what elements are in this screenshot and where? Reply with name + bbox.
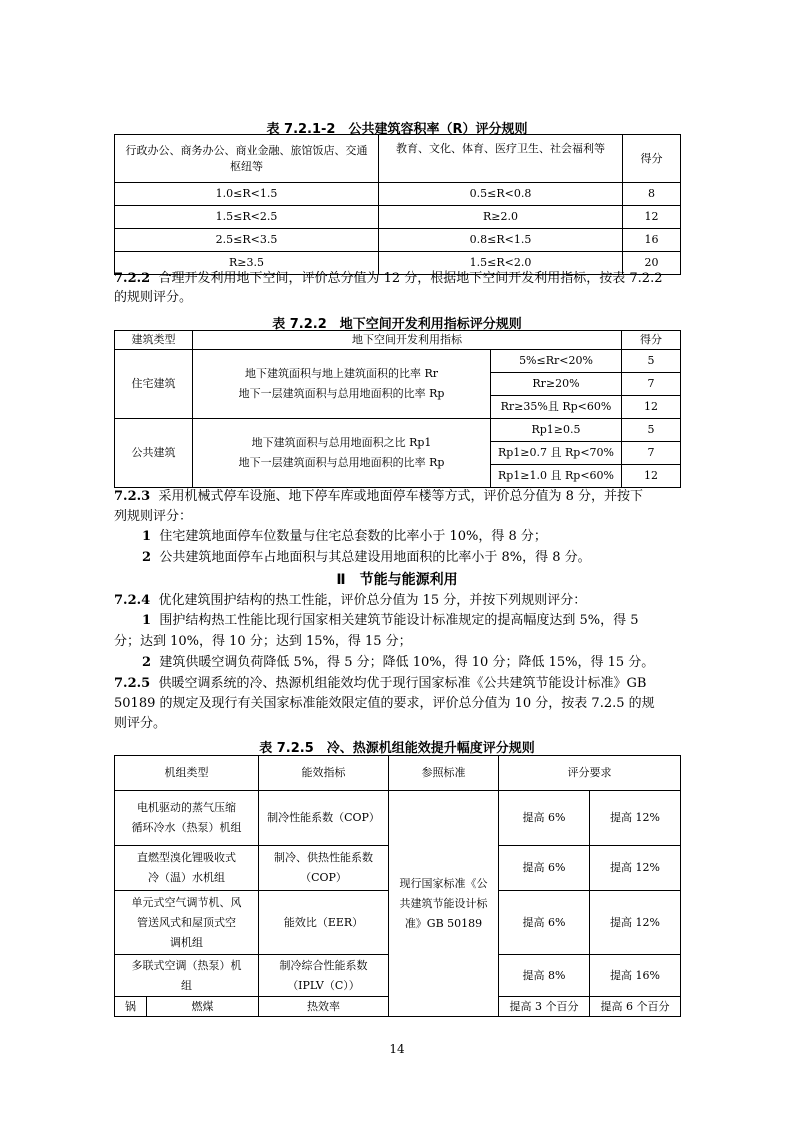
table3-requirement: 提高 12% [590,891,681,955]
table3-unit-type [115,846,259,891]
table2-header-col1: 建筑类型 [115,331,193,350]
table1-cell: 0.5≤R<0.8 [379,183,623,206]
table1-cell: 1.5≤R<2.0 [379,252,623,275]
table2-score: 12 [622,396,681,419]
table1 [114,134,681,275]
cell-line: 电机驱动的蒸气压缩 [137,801,236,814]
table3-caption: 表 7.2.5 冷、热源机组能效提升幅度评分规则 [259,741,535,756]
cell-line: 调机组 [170,935,203,949]
table3-requirement: 提高 8% [499,955,590,997]
table3-fuel-type: 燃煤 [147,997,259,1017]
list-item-text: 公共建筑地面停车占地面积与其总建设用地面积的比率小于 8%，得 8 分。 [159,550,591,565]
table3 [114,755,681,1017]
table3-header-row [115,756,681,791]
table3-efficiency-index: 热效率 [259,997,389,1017]
cell-line: （IPLV（C）） [287,978,360,992]
table3-header-col1: 机组类型 [115,756,259,791]
table3-requirement: 提高 16% [590,955,681,997]
clause-7-2-5-line2: 50189 的规定及现行有关国家标准能效限定值的要求，评价总分值为 10 分，按表 7.2.5 的规 [114,696,655,711]
table1-header-col1: 行政办公、商务办公、商业金融、旅馆饭店、交通枢纽等 [115,135,379,183]
list-item [142,653,654,672]
table3-requirement: 提高 6% [499,846,590,891]
table2-indicator [193,350,491,419]
table1-cell: 16 [623,229,681,252]
list-item-text: 建筑供暖空调负荷降低 5%，得 5 分；降低 10%，得 10 分；降低 15%，得 15 分。 [159,655,655,670]
cell-line: 多联式空调（热泵）机 [131,958,242,972]
table3-efficiency-index [259,955,389,997]
cell-line: 能效比（EER） [283,915,364,929]
clause-number: 7.2.4 [114,593,151,608]
table1-cell: 8 [623,183,681,206]
table1-cell: 12 [623,206,681,229]
table1-cell: 1.0≤R<1.5 [115,183,379,206]
table2-score: 7 [622,442,681,465]
clause-7-2-4-line1 [114,591,586,610]
table3-header-col4: 评分要求 [499,756,681,791]
list-item-number: 2 [142,550,152,565]
cell-line: 制冷、供热性能系数 [274,851,373,864]
table3-efficiency-index [259,846,389,891]
table3-requirement: 提高 3 个百分 [499,997,590,1017]
cell-line: 直燃型溴化锂吸收式 [137,851,236,864]
table2-indicator-line: 地下一层建筑面积与总用地面积的比率 Rp [238,387,445,400]
table2-indicator-line: 地下建筑面积与总用地面积之比 Rp1 [251,436,432,449]
table3-requirement: 提高 12% [590,791,681,846]
table-row [115,419,681,442]
table1-header-col3: 得分 [623,135,681,183]
cell-line: 循环冷水（热泵）机组 [131,821,242,834]
table2-score: 5 [622,419,681,442]
cell-line: 冷（温）水机组 [148,871,225,884]
table1-header-col2: 教育、文化、体育、医疗卫生、社会福利等 [379,135,623,183]
table2-building-type: 公共建筑 [115,419,193,488]
table1-caption: 表 7.2.1-2 公共建筑容积率（R）评分规则 [266,122,528,137]
table1-cell: 1.5≤R<2.5 [115,206,379,229]
table2-criterion: Rr≥20% [491,373,622,396]
table2-indicator-line: 地下建筑面积与地上建筑面积的比率 Rr [244,367,439,380]
table3-boiler-label: 锅 [115,997,147,1017]
clause-7-2-3-line2: 列规则评分： [114,509,193,524]
table1-cell: R≥3.5 [115,252,379,275]
table3-unit-type [115,791,259,846]
cell-line: 现行国家标准《公 [399,876,488,890]
table2-criterion: 5%≤Rr<20% [491,350,622,373]
clause-number: 7.2.2 [114,271,151,286]
table2-score: 12 [622,465,681,488]
clause-7-2-3-line1 [114,487,643,506]
cell-line: （COP） [300,871,347,884]
table1-cell: 0.8≤R<1.5 [379,229,623,252]
clause-number: 7.2.5 [114,676,151,691]
table1-cell: R≥2.0 [379,206,623,229]
table-row [115,183,681,206]
table2-score: 7 [622,373,681,396]
list-item-number: 1 [142,529,152,544]
table2-criterion: Rr≥35%且 Rp<60% [491,396,622,419]
table1-cell: 2.5≤R<3.5 [115,229,379,252]
table3-efficiency-index [259,791,389,846]
page-number: 14 [389,1042,405,1056]
list-item [142,548,591,567]
cell-line: 制冷性能系数（COP） [267,811,380,824]
clause-text: 合理开发利用地下空间，评价总分值为 12 分，根据地下空间开发利用指标，按表 7.2.2 [158,271,663,286]
table2-criterion: Rp1≥0.5 [491,419,622,442]
table3-unit-type [115,891,259,955]
table3-header-col2: 能效指标 [259,756,389,791]
table-row [115,206,681,229]
list-item-text: 住宅建筑地面停车位数量与住宅总套数的比率小于 10%，得 8 分； [159,529,547,544]
cell-line: 准》GB 50189 [404,916,483,930]
clause-7-2-2-line1 [114,269,663,288]
clause-number: 7.2.3 [114,489,151,504]
table-row [115,229,681,252]
clause-7-2-5-line3: 则评分。 [114,716,167,731]
table3-unit-type [115,955,259,997]
table3-requirement: 提高 6% [499,791,590,846]
table3-requirement: 提高 6 个百分 [590,997,681,1017]
table3-requirement: 提高 12% [590,846,681,891]
cell-line: 管送风式和屋顶式空 [137,915,236,929]
clause-text: 供暖空调系统的冷、热源机组能效均优于现行国家标准《公共建筑节能设计标准》GB [158,676,647,691]
cell-line: 制冷综合性能系数 [279,958,368,972]
clause-text: 优化建筑围护结构的热工性能，评价总分值为 15 分，并按下列规则评分： [158,593,587,608]
table-row [115,350,681,373]
table1-header-row [115,135,681,183]
table2-criterion: Rp1≥1.0 且 Rp<60% [491,465,622,488]
table2-indicator [193,419,491,488]
clause-text: 采用机械式停车设施、地下停车库或地面停车楼等方式，评价总分值为 8 分，并按下 [158,489,644,504]
table2-caption: 表 7.2.2 地下空间开发利用指标评分规则 [272,317,522,332]
table2-score: 5 [622,350,681,373]
clause-7-2-5-line1 [114,674,646,693]
table-row [115,791,681,846]
list-item-number: 1 [142,613,152,628]
section-heading: Ⅱ 节能与能源利用 [336,572,458,588]
table3-efficiency-index [259,891,389,955]
table3-requirement: 提高 6% [499,891,590,955]
table1-cell: 20 [623,252,681,275]
table2-criterion: Rp1≥0.7 且 Rp<70% [491,442,622,465]
list-item-text: 围护结构热工性能比现行国家相关建筑节能设计标准规定的提高幅度达到 5%，得 5 [159,613,639,628]
list-item [142,611,638,630]
list-item [142,527,547,546]
list-item-continuation: 分；达到 10%，得 10 分；达到 15%，得 15 分； [114,634,412,649]
table2-header-row [115,331,681,350]
table2-header-col2: 地下空间开发利用指标 [193,331,622,350]
table3-header-col3: 参照标准 [389,756,499,791]
table2 [114,330,681,488]
clause-7-2-2-line2: 的规则评分。 [114,290,193,305]
table2-header-col3: 得分 [622,331,681,350]
table2-building-type: 住宅建筑 [115,350,193,419]
cell-line: 共建筑节能设计标 [399,896,488,910]
list-item-number: 2 [142,655,152,670]
cell-line: 单元式空气调节机、风 [131,895,242,909]
cell-line: 组 [181,978,192,992]
table2-indicator-line: 地下一层建筑面积与总用地面积的比率 Rp [238,456,445,469]
table3-reference-standard [389,791,499,1017]
